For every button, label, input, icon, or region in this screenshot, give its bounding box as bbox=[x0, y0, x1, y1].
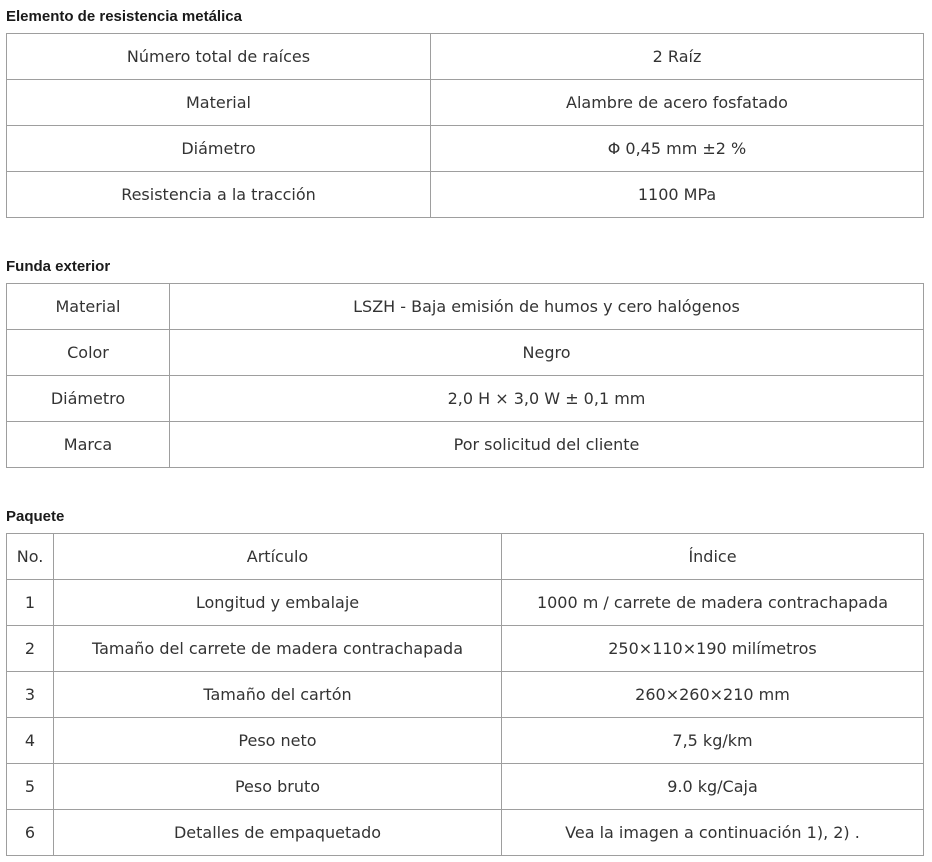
table-header-row bbox=[7, 534, 924, 580]
row-number: 3 bbox=[7, 672, 54, 718]
index-cell: Vea la imagen a continuación 1), 2) . bbox=[502, 810, 924, 856]
row-number: 5 bbox=[7, 764, 54, 810]
spec-value: Alambre de acero fosfatado bbox=[431, 80, 924, 126]
item-cell: Peso neto bbox=[54, 718, 502, 764]
spec-value: LSZH - Baja emisión de humos y cero halógenos bbox=[170, 284, 924, 330]
section-title-metal-strength: Elemento de resistencia metálica bbox=[6, 8, 242, 25]
item-cell: Tamaño del carrete de madera contrachapada bbox=[54, 626, 502, 672]
spec-value: 2,0 H × 3,0 W ± 0,1 mm bbox=[170, 376, 924, 422]
spec-label: Número total de raíces bbox=[7, 34, 431, 80]
table-row bbox=[7, 172, 924, 218]
spec-value: 2 Raíz bbox=[431, 34, 924, 80]
table-row bbox=[7, 376, 924, 422]
table-row bbox=[7, 580, 924, 626]
table-row bbox=[7, 810, 924, 856]
table-row bbox=[7, 422, 924, 468]
column-header-item: Artículo bbox=[54, 534, 502, 580]
spec-label: Diámetro bbox=[7, 126, 431, 172]
table-row bbox=[7, 330, 924, 376]
table-row bbox=[7, 80, 924, 126]
spec-value: Negro bbox=[170, 330, 924, 376]
item-cell: Detalles de empaquetado bbox=[54, 810, 502, 856]
row-number: 4 bbox=[7, 718, 54, 764]
spec-label: Resistencia a la tracción bbox=[7, 172, 431, 218]
section-title-package: Paquete bbox=[6, 508, 65, 525]
item-cell: Peso bruto bbox=[54, 764, 502, 810]
index-cell: 7,5 kg/km bbox=[502, 718, 924, 764]
table-row bbox=[7, 672, 924, 718]
row-number: 6 bbox=[7, 810, 54, 856]
spec-label: Material bbox=[7, 80, 431, 126]
column-header-no: No. bbox=[7, 534, 54, 580]
spec-label: Color bbox=[7, 330, 170, 376]
index-cell: 260×260×210 mm bbox=[502, 672, 924, 718]
index-cell: 250×110×190 milímetros bbox=[502, 626, 924, 672]
spec-label: Marca bbox=[7, 422, 170, 468]
table-row bbox=[7, 626, 924, 672]
item-cell: Longitud y embalaje bbox=[54, 580, 502, 626]
metal-strength-table bbox=[6, 33, 924, 218]
item-cell: Tamaño del cartón bbox=[54, 672, 502, 718]
row-number: 1 bbox=[7, 580, 54, 626]
outer-jacket-table bbox=[6, 283, 924, 468]
spec-value: Por solicitud del cliente bbox=[170, 422, 924, 468]
table-row bbox=[7, 718, 924, 764]
table-row bbox=[7, 34, 924, 80]
table-row bbox=[7, 764, 924, 810]
row-number: 2 bbox=[7, 626, 54, 672]
package-table bbox=[6, 533, 924, 856]
column-header-index: Índice bbox=[502, 534, 924, 580]
spec-value: Φ 0,45 mm ±2 % bbox=[431, 126, 924, 172]
spec-value: 1100 MPa bbox=[431, 172, 924, 218]
table-row bbox=[7, 284, 924, 330]
index-cell: 1000 m / carrete de madera contrachapada bbox=[502, 580, 924, 626]
table-row bbox=[7, 126, 924, 172]
section-title-outer-jacket: Funda exterior bbox=[6, 258, 111, 275]
spec-label: Material bbox=[7, 284, 170, 330]
spec-label: Diámetro bbox=[7, 376, 170, 422]
index-cell: 9.0 kg/Caja bbox=[502, 764, 924, 810]
